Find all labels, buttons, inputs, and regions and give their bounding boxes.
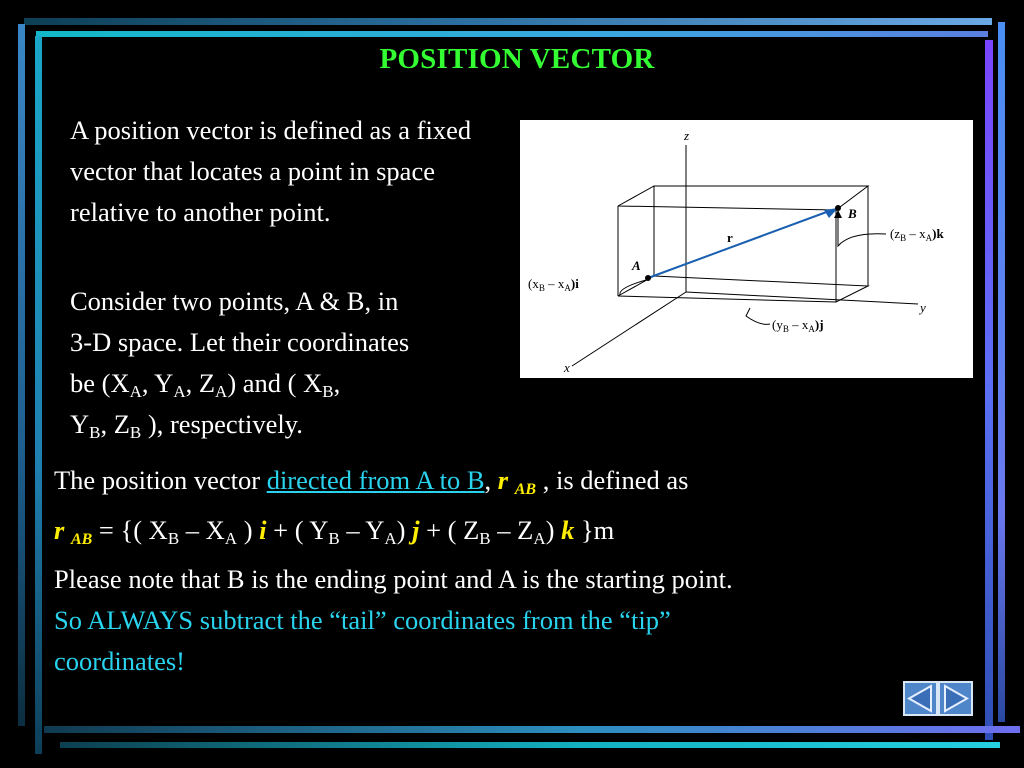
coordinates-paragraph: [70, 281, 515, 445]
point-a-label: A: [632, 258, 641, 273]
vector-diagram: [520, 120, 973, 378]
emphasis-line-1: So ALWAYS subtract the “tail” coordinates from the “tip”: [54, 605, 671, 635]
prev-slide-button[interactable]: [904, 682, 937, 715]
frame-bar-bottom-outer: [60, 742, 1000, 748]
vector-r-label: r: [727, 230, 733, 245]
z-component-label: $(z_B - x_A)k$: [890, 226, 944, 243]
x-component-label: $(x_B - x_A)i$: [528, 276, 579, 293]
x-axis: [572, 292, 686, 366]
nav-buttons: [903, 681, 973, 717]
position-vector-figure: [520, 120, 973, 378]
z-axis-label: z: [684, 128, 690, 143]
definition-paragraph: A position vector is defined as a fixed vector that locates a point in space relative to another point.: [70, 115, 472, 227]
frame-bar-left-inner: [35, 36, 42, 754]
vector-r-line: [648, 210, 832, 278]
frame-bar-bottom-inner: [44, 726, 1020, 733]
frame-bar-right-inner: [985, 40, 993, 740]
frame-bar-right-outer: [998, 22, 1005, 722]
component-arrows: [620, 212, 886, 324]
point-b-label: B: [848, 206, 857, 221]
para2-line2: 3-D space. Let their coordinates: [70, 327, 410, 357]
y-axis: [686, 292, 918, 304]
frame-bar-top-inner: [36, 31, 988, 37]
position-vector-definition-line: The position vector directed from A to B, r $_{AB}$ , is defined as: [54, 465, 689, 498]
x-axis-label: x: [564, 360, 570, 375]
slide-title: POSITION VECTOR: [379, 43, 655, 75]
para2-line3: be ($X_A$, $Y_A$, $Z_A$) and ( $X_B$,: [70, 368, 341, 401]
y-component-label: $(y_B - x_A)j$: [772, 317, 824, 334]
z-component-arrowhead: [834, 210, 842, 218]
next-slide-button[interactable]: [939, 682, 972, 715]
position-vector-equation: r $_{AB}$ = {( $X_B - X_A$ ) i + ( $Y_B - Y_A$) j + ( $Z_B - Z_A$) k }m: [54, 515, 615, 548]
y-axis-label: y: [920, 300, 926, 315]
frame-bar-top-outer: [24, 18, 992, 25]
slide-navigation: [903, 681, 973, 717]
frame-bar-left-outer: [18, 24, 25, 726]
note-line: Please note that B is the ending point and A is the starting point.: [54, 564, 733, 594]
bounding-box: [618, 186, 868, 302]
directed-from-a-to-b-link[interactable]: directed from A to B: [266, 465, 485, 495]
para2-line1: Consider two points, A & B, in: [70, 286, 399, 316]
emphasis-line-2: coordinates!: [54, 646, 185, 676]
para2-line4: $Y_B$, $Z_B$ ), respectively.: [70, 409, 303, 442]
